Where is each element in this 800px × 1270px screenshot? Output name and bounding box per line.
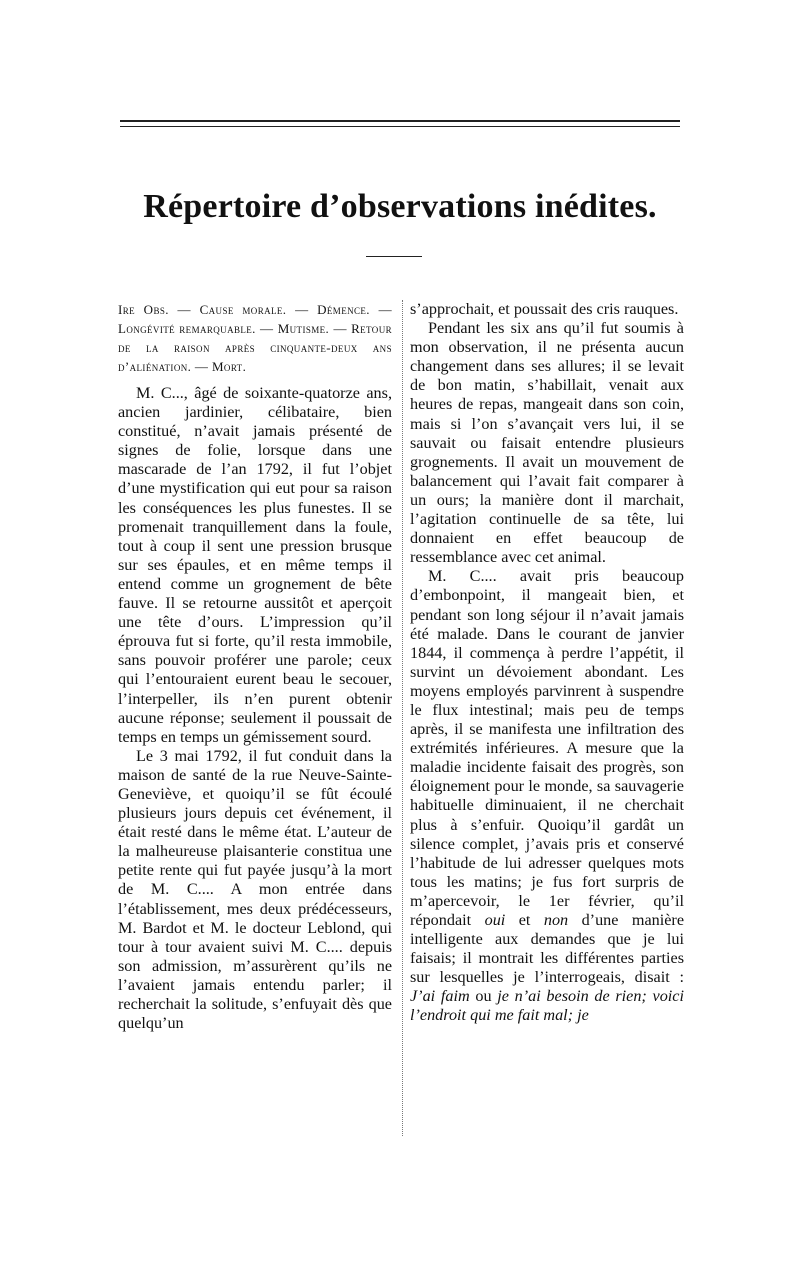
right-paragraph-1: s’approchait, et poussait des cris rauques. xyxy=(410,300,679,318)
right-paragraph-3-cont: d’une manière intelligente aux demandes que je lui faisais; il montrait les différentes parties sur lesquelles je l’interrogeais, disait : xyxy=(410,911,685,987)
title-underline-rule xyxy=(366,256,422,257)
column-divider xyxy=(402,300,403,1136)
observation-heading: Ire Obs. — Cause morale. — Démence. — Longévité remarquable. — Mutisme. — Retour de la raison après cinquante-deux ans d’aliénation. — Mort. xyxy=(118,302,392,374)
italic-quote-2: je n’ai besoin de rien; voici l’endroit qui me fait mal; je xyxy=(410,987,684,1025)
right-paragraph-3-text: M. C.... avait pris beaucoup d’embonpoint, il mangeait bien, et pendant son long séjour il n’avait jamais été malade. Dans le courant de janvier 1844, il commença à perdre l’appétit, il survint un dévoiement abondant. Les moyens employés parvinrent à suspendre le flux intestinal; mais peu de temps après, il se manifesta une infiltration des extrémités inférieures. A mesure que la maladie incidente faisait des progrès, son éloignement pour le monde, sa sauvagerie habituelle diminuaient, il ne cherchait plus à s’enfuir. Quoiqu’il gardât un silence complet, j’avais pris et conservé l’habitude de lui adresser quelques mots tous les matins; je fus fort surpris de m’apercevoir, le 1er février, qu’il répondait xyxy=(410,567,684,929)
italic-oui: oui xyxy=(484,911,506,929)
left-column xyxy=(118,300,392,1033)
page-title: Répertoire d’observations inédites. xyxy=(143,188,657,225)
text-ou: ou xyxy=(469,987,498,1006)
right-paragraph-3 xyxy=(410,567,684,1025)
text-et: et xyxy=(505,911,544,929)
italic-quote-1: J’ai faim xyxy=(410,987,470,1006)
right-column xyxy=(410,300,684,1026)
left-paragraph-1: M. C..., âgé de soixante-quatorze ans, ancien jardinier, célibataire, bien constitué, n’avait jamais présenté de signes de folie, lorsque dans une mascarade de l’an 1792, il fut l’objet d’une mystification qui eut pour sa raison les conséquences les plus funestes. Il se promenait tranquillement dans la foule, tout à coup il sent une pression brusque sur ses épaules, et en même temps il entend comme un grognement de bête fauve. Il se retourne aussitôt et aperçoit une tête d’ours. L’impression qu’il éprouva fut si forte, qu’il resta immobile, sans pouvoir proférer une parole; ceux qui l’entouraient eurent beau le secouer, l’interpeller, ils n’en purent obtenir aucune réponse; seulement il poussait de temps en temps un gémissement sourd. xyxy=(118,384,392,746)
left-paragraph-2: Le 3 mai 1792, il fut conduit dans la maison de santé de la rue Neuve-Sainte-Geneviève, et quoiqu’il se fût écoulé plusieurs jours depuis cet événement, il était resté dans le même état. L’auteur de la malheureuse plaisanterie constitua une petite rente qui fut payée jusqu’à la mort de M. C.... A mon entrée dans l’établissement, mes deux prédécesseurs, M. Bardot et M. le docteur Leblond, qui tour à tour avaient suivi M. C.... depuis son admission, m’assurèrent qu’ils ne l’avaient jamais entendu parler; il recherchait la solitude, s’enfuyait dès que quelqu’un xyxy=(118,746,392,1033)
italic-non: non xyxy=(543,911,569,929)
top-double-rule-thin xyxy=(120,126,680,127)
top-double-rule-thick xyxy=(120,120,680,122)
right-paragraph-2: Pendant les six ans qu’il fut soumis à mon observation, il ne présenta aucun changement dans ses allures; il se levait de bon matin, s’habillait, venait aux heures de repas, mangeait dans son coin, mais si l’on s’avançait vers lui, il se sauvait ou faisait entendre plusieurs grognements. Il avait un mouvement de balancement qui l’avait fait comparer à un ours; la manière dont il marchait, l’agitation continuelle de sa tête, lui donnaient en effet beaucoup de ressemblance avec cet animal. xyxy=(410,319,684,567)
